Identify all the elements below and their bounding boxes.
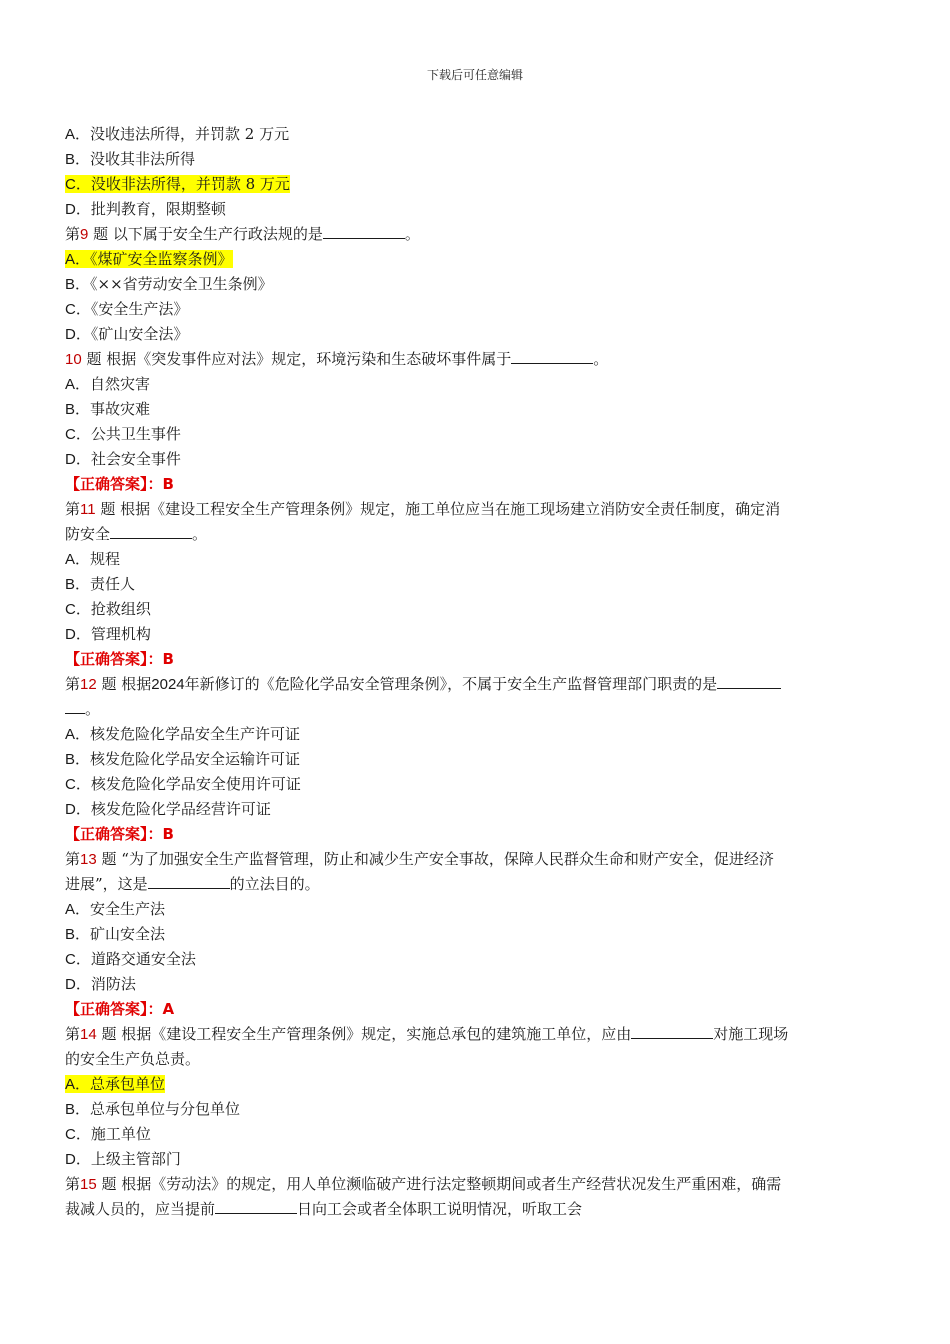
option-q14-a [65, 1072, 880, 1097]
option-q11-a: A．规程 [65, 550, 121, 568]
question-15-cont: 裁减人员的，应当提前 日向工会或者全体职工说明情况，听取工会 [65, 1197, 880, 1222]
question-13: 第13 题 “为了加强安全生产监督管理，防止和减少生产安全事故，保障人民群众生命和财产安全，促进经济 [65, 850, 774, 868]
answer-blank-cont [65, 697, 85, 714]
option-q9-a [65, 247, 880, 272]
option-q9-d: D．《矿山安全法》 [65, 325, 189, 343]
correct-answer-q10: 【正确答案】：B [65, 475, 174, 493]
question-12-cont: 。 [65, 697, 880, 722]
option-q12-c: C．核发危险化学品安全使用许可证 [65, 775, 301, 793]
question-14: 第14 题 根据《建设工程安全生产管理条例》规定，实施总承包的建筑施工单位，应由 对施工现场 [65, 1022, 880, 1047]
answer-blank [148, 872, 230, 889]
question-10: 10 题 根据《突发事件应对法》规定，环境污染和生态破坏事件属于 。 [65, 347, 880, 372]
page-header: 下载后可任意编辑 [426, 68, 523, 82]
option-q12-a: A．核发危险化学品安全生产许可证 [65, 725, 301, 743]
option-q13-c: C．道路交通安全法 [65, 950, 196, 968]
option-q13-b: B．矿山安全法 [65, 925, 166, 943]
option-q11-c: C．抢救组织 [65, 600, 151, 618]
option-q8-c [65, 172, 880, 197]
highlighted-answer: C．没收非法所得，并罚款 8 万元 [65, 175, 290, 193]
answer-blank [215, 1197, 297, 1214]
option-q8-a: A．没收违法所得，并罚款 2 万元 [65, 125, 290, 143]
question-12: 第12 题 根据2024年新修订的《危险化学品安全管理条例》，不属于安全生产监督管理部门职责的是 [65, 672, 880, 697]
document-body [65, 122, 880, 1222]
option-q11-d: D．管理机构 [65, 625, 151, 643]
question-13-cont: 进展”，这是 的立法目的。 [65, 872, 880, 897]
option-q14-c: C．施工单位 [65, 1125, 151, 1143]
option-q8-b: B．没收其非法所得 [65, 150, 196, 168]
option-q13-d: D．消防法 [65, 975, 136, 993]
answer-blank [717, 672, 781, 689]
option-q8-d: D．批判教育，限期整顿 [65, 200, 226, 218]
option-q13-a: A．安全生产法 [65, 900, 166, 918]
correct-answer-q13: 【正确答案】：A [65, 1000, 175, 1018]
answer-blank [110, 522, 192, 539]
question-14-cont: 的安全生产负总责。 [65, 1050, 201, 1068]
answer-blank [323, 222, 405, 239]
answer-blank [631, 1022, 713, 1039]
option-q12-b: B．核发危险化学品安全运输许可证 [65, 750, 301, 768]
question-11-cont: 防安全 。 [65, 522, 880, 547]
highlighted-answer: A．《煤矿安全监察条例》 [65, 250, 233, 268]
correct-answer-q11: 【正确答案】：B [65, 650, 174, 668]
option-q9-c: C．《安全生产法》 [65, 300, 189, 318]
option-q12-d: D．核发危险化学品经营许可证 [65, 800, 271, 818]
question-9: 第9 题 以下属于安全生产行政法规的是 。 [65, 222, 880, 247]
option-q9-b: B．《××省劳动安全卫生条例》 [65, 275, 273, 293]
correct-answer-q12: 【正确答案】：B [65, 825, 174, 843]
option-q10-d: D．社会安全事件 [65, 450, 181, 468]
question-11: 第11 题 根据《建设工程安全生产管理条例》规定，施工单位应当在施工现场建立消防安全责任制度，确定消 [65, 500, 781, 518]
option-q11-b: B．责任人 [65, 575, 136, 593]
highlighted-answer: A．总承包单位 [65, 1075, 166, 1093]
option-q14-b: B．总承包单位与分包单位 [65, 1100, 241, 1118]
option-q14-d: D．上级主管部门 [65, 1150, 181, 1168]
answer-blank [511, 347, 593, 364]
option-q10-a: A．自然灾害 [65, 375, 151, 393]
option-q10-b: B．事故灾难 [65, 400, 151, 418]
question-15: 第15 题 根据《劳动法》的规定，用人单位濒临破产进行法定整顿期间或者生产经营状况发生严重困难，确需 [65, 1175, 782, 1193]
option-q10-c: C．公共卫生事件 [65, 425, 181, 443]
